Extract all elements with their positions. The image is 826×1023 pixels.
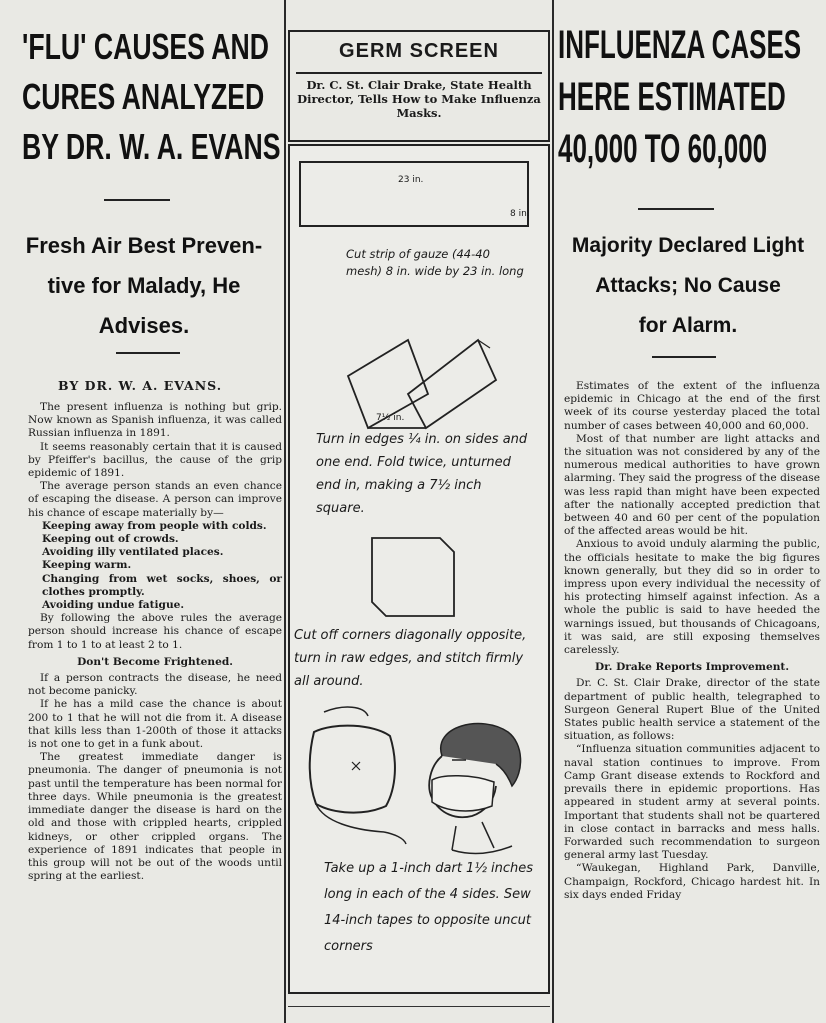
right-deck-line-3: for Alarm. (638, 314, 738, 337)
paragraph: Most of that number are light attacks and the situation was not considered by any of the numerous medical authorities to have grown alarming. They said the progress of the disease was less rapid than might have been expected after the nationally accepted prediction that between 40 and 60 per cent of the population of the affected areas would be hit. (564, 432, 820, 538)
subhead-dont-become-frightened: Don't Become Frightened. (77, 655, 233, 668)
list-item: Keeping out of crowds. (42, 533, 179, 546)
paragraph: It seems reasonably certain that it is caused by Pfeiffer's bacillus, the cause of the grip epidemic of 1891. (28, 440, 282, 480)
right-deck (556, 226, 820, 346)
right-deck-rule (652, 356, 716, 358)
left-article-body (28, 401, 282, 883)
right-headline (558, 24, 825, 180)
paragraph: By following the above rules the average person should increase his chance of escape from 1 to 1 to at least 2 to 1. (28, 612, 282, 651)
paragraph: If he has a mild case the chance is about 200 to 1 that he will not die from it. A disease that kills less than 1-200th of those it attacks is not one to get in a funk about. (28, 698, 282, 751)
list-item: Avoiding undue fatigue. (42, 599, 185, 612)
list-item: Keeping warm. (42, 559, 132, 572)
left-deck-rule (116, 352, 180, 354)
step-2-text: Turn in edges ¼ in. on sides and one end. Fold twice, unturned end in, making a 7½ inch square. (316, 432, 528, 516)
left-headline-line-1: 'FLU' CAUSES AND (22, 26, 270, 67)
left-deck-line-2: tive for Malady, He (47, 273, 241, 298)
step-3-text: Cut off corners diagonally opposite, turn in raw edges, and stitch firmly all around. (294, 628, 527, 689)
paragraph: Anxious to avoid unduly alarming the public, the officials hesitate to make the big figures known generally, but they did so in order to impress upon every individual the necessity of his protecting himself against infection. As a whole the public is said to have heeded the warnings issued, but thousands of Chicagoans, it was said, are still exposing themselves carelessly. (564, 538, 820, 657)
right-headline-line-3: 40,000 TO 60,000 (558, 127, 768, 171)
paragraph: The present influenza is nothing but grip. Now known as Spanish influenza, it was called Russian influenza in 1891. (28, 401, 282, 440)
dim-fold-label: 7½ in. (376, 413, 405, 423)
finished-mask-diagram (294, 702, 424, 852)
right-headline-line-1: INFLUENZA CASES (558, 23, 802, 67)
right-column (556, 0, 820, 1023)
paragraph: Dr. C. St. Clair Drake, director of the state department of public health, telegraphed to Surgeon General Rupert Blue of the United States public health service a statement of the situation, as follows: (564, 677, 820, 743)
left-deck (8, 226, 280, 346)
paragraph: “Waukegan, Highland Park, Danville, Champaign, Rockford, Chicago hardest hit. In six days ended Friday (564, 862, 820, 901)
folded-gauze-diagram (290, 320, 548, 430)
left-headline-line-2: CURES ANALYZED (22, 76, 265, 117)
paragraph: The greatest immediate danger is pneumonia. The danger of pneumonia is not past until the temperature has been normal for three days. While pneumonia is the greatest immediate danger the disease is hard on the old and those with crippled hearts, crippled kidneys, or other crippled organs. The experience of 1891 indicates that people in this group will not be out of the woods until spring at the earliest. (28, 751, 282, 883)
woman-wearing-mask-illustration (412, 716, 532, 866)
right-headline-rule (638, 208, 714, 210)
list-item: Keeping away from people with colds. (42, 519, 267, 532)
cut-corners-diagram (290, 530, 548, 622)
step-4-text: Take up a 1-inch dart 1½ inches long in each of the 4 sides. Sew 14-inch tapes to opposite uncut corners (324, 861, 534, 954)
left-headline-rule (104, 199, 170, 201)
step-1-text: Cut strip of gauze (44-40 mesh) 8 in. wide by 23 in. long (346, 247, 524, 278)
paragraph: “Influenza situation communities adjacent to naval station continues to improve. From Camp Grant disease extends to Rockford and prevails there in epidemic proportions. Has appeared in student army at several points. Important that students shall not be quartered in close contact in barracks and mess halls. Forwarded such recommendation to surgeon general army last Tuesday. (564, 743, 820, 862)
list-item: Changing from wet socks, shoes, or clothes promptly. (42, 572, 282, 598)
right-deck-line-2: Attacks; No Cause (595, 274, 781, 297)
list-item: Avoiding illy ventilated places. (42, 546, 224, 559)
left-column (8, 0, 280, 1023)
dim-height-label: 8 in. (510, 209, 530, 219)
byline: BY DR. W. A. EVANS. (58, 378, 223, 393)
germ-screen-title: GERM SCREEN (339, 40, 499, 62)
mask-instructions-panel (288, 144, 550, 994)
left-deck-line-1: Fresh Air Best Preven- (25, 233, 263, 258)
paragraph: If a person contracts the disease, he need not become panicky. (28, 672, 282, 698)
right-headline-line-2: HERE ESTIMATED (558, 75, 786, 119)
paragraph: Estimates of the extent of the influenza epidemic in Chicago at the end of the first week of its course yesterday placed the total number of cases between 40,000 and 60,000. (564, 380, 820, 432)
germ-screen-header-box (288, 30, 550, 142)
paragraph: The average person stands an even chance of escaping the disease. A person can improve his chance of escape materially by— (28, 480, 282, 519)
middle-column (288, 0, 550, 1023)
germ-screen-rule (296, 72, 542, 74)
dim-width-label: 23 in. (398, 175, 424, 185)
column-rule-2 (552, 0, 554, 1023)
left-headline-line-3: BY DR. W. A. EVANS (22, 126, 281, 167)
middle-bottom-rule (288, 1006, 550, 1007)
left-deck-line-3: Advises. (98, 313, 190, 338)
left-headline (22, 28, 296, 178)
right-article-body (564, 380, 820, 902)
germ-screen-subtitle: Dr. C. St. Clair Drake, State Health Director, Tells How to Make Influenza Masks. (297, 78, 541, 120)
right-deck-line-1: Majority Declared Light (571, 234, 805, 257)
subhead-dr-drake-reports: Dr. Drake Reports Improvement. (594, 661, 790, 674)
